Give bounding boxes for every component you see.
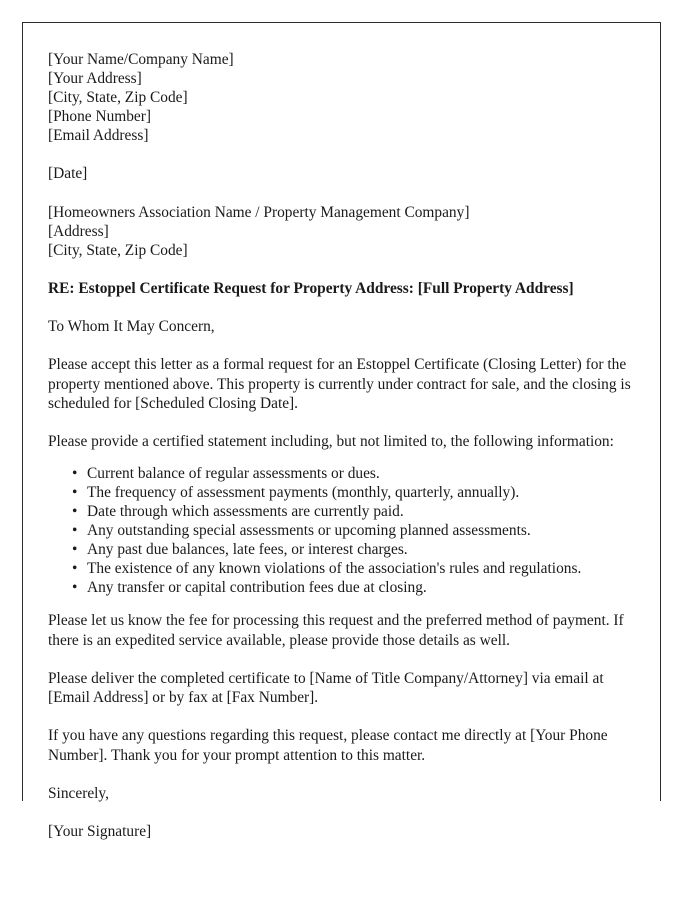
spacer (48, 145, 642, 164)
list-item-label: Any past due balances, late fees, or interest charges. (87, 541, 408, 558)
subject-line: RE: Estoppel Certificate Request for Property Address: [Full Property Address] (48, 279, 574, 297)
spacer (48, 184, 642, 203)
body-paragraph-2: Please provide a certified statement including, but not limited to, the following information: (48, 433, 614, 451)
list-item-label: Current balance of regular assessments or dues. (87, 464, 380, 482)
spacer (48, 765, 642, 784)
body-paragraph-5: If you have any questions regarding this request, please contact me directly at [Your Phone Number]. Thank you for your prompt attention to this matter. (48, 727, 608, 764)
list-item (48, 559, 642, 578)
recipient-line-address: [Address] (48, 222, 109, 240)
closing-salutation: Sincerely, (48, 785, 109, 803)
sender-line-address: [Your Address] (48, 70, 142, 88)
list-item (48, 502, 642, 521)
list-item (48, 521, 642, 540)
sender-line-phone: [Phone Number] (48, 108, 152, 126)
bullet-icon: • (72, 560, 78, 578)
spacer (48, 803, 642, 822)
spacer (48, 336, 642, 355)
spacer (48, 298, 642, 317)
bullet-icon: • (72, 483, 78, 501)
spacer (48, 650, 642, 669)
list-item-label: Any transfer or capital contribution fees due at closing. (87, 579, 427, 597)
letter-page (22, 22, 661, 841)
recipient-line-city-state-zip: [City, State, Zip Code] (48, 241, 188, 259)
list-item (48, 540, 642, 559)
bullet-icon: • (72, 464, 78, 482)
spacer (48, 597, 642, 611)
list-item-label: Date through which assessments are currently paid. (87, 502, 404, 520)
letter-content (48, 50, 642, 842)
date-block (48, 164, 642, 183)
list-item-label: The existence of any known violations of the association's rules and regulations. (87, 560, 582, 578)
requested-information-list (48, 464, 642, 598)
recipient-line-organization: [Homeowners Association Name / Property Management Company] (48, 203, 470, 221)
bullet-icon: • (72, 521, 78, 539)
body-paragraph-4: Please deliver the completed certificate to [Name of Title Company/Attorney] via email at [Email Address] or by fax at [Fax Number]. (48, 669, 604, 707)
list-item (48, 464, 642, 483)
list-item (48, 578, 642, 597)
spacer (48, 452, 642, 464)
recipient-address-block (48, 203, 642, 260)
list-item (48, 483, 642, 502)
bullet-icon: • (72, 502, 78, 520)
body-paragraph-3: Please let us know the fee for processing this request and the preferred method of payment. If there is an expedited service available, please provide those details as well. (48, 612, 624, 649)
bullet-icon: • (72, 541, 78, 558)
list-item-label: The frequency of assessment payments (monthly, quarterly, annually). (87, 483, 520, 501)
body-paragraph-1: Please accept this letter as a formal request for an Estoppel Certificate (Closing Letter) for the property mentioned above. This property is currently under contract for sale, and the closing is scheduled for [Scheduled Closing Date]. (48, 356, 631, 413)
spacer (48, 707, 642, 726)
sender-line-name: [Your Name/Company Name] (48, 51, 234, 68)
sender-line-email: [Email Address] (48, 127, 149, 145)
spacer (48, 413, 642, 432)
date-line: [Date] (48, 165, 88, 183)
bullet-icon: • (72, 579, 78, 597)
list-item-label: Any outstanding special assessments or upcoming planned assessments. (87, 521, 531, 539)
salutation: To Whom It May Concern, (48, 318, 215, 336)
sender-address-block (48, 50, 642, 145)
sender-line-city-state-zip: [City, State, Zip Code] (48, 89, 188, 107)
signature-line: [Your Signature] (48, 823, 152, 841)
spacer (48, 260, 642, 279)
